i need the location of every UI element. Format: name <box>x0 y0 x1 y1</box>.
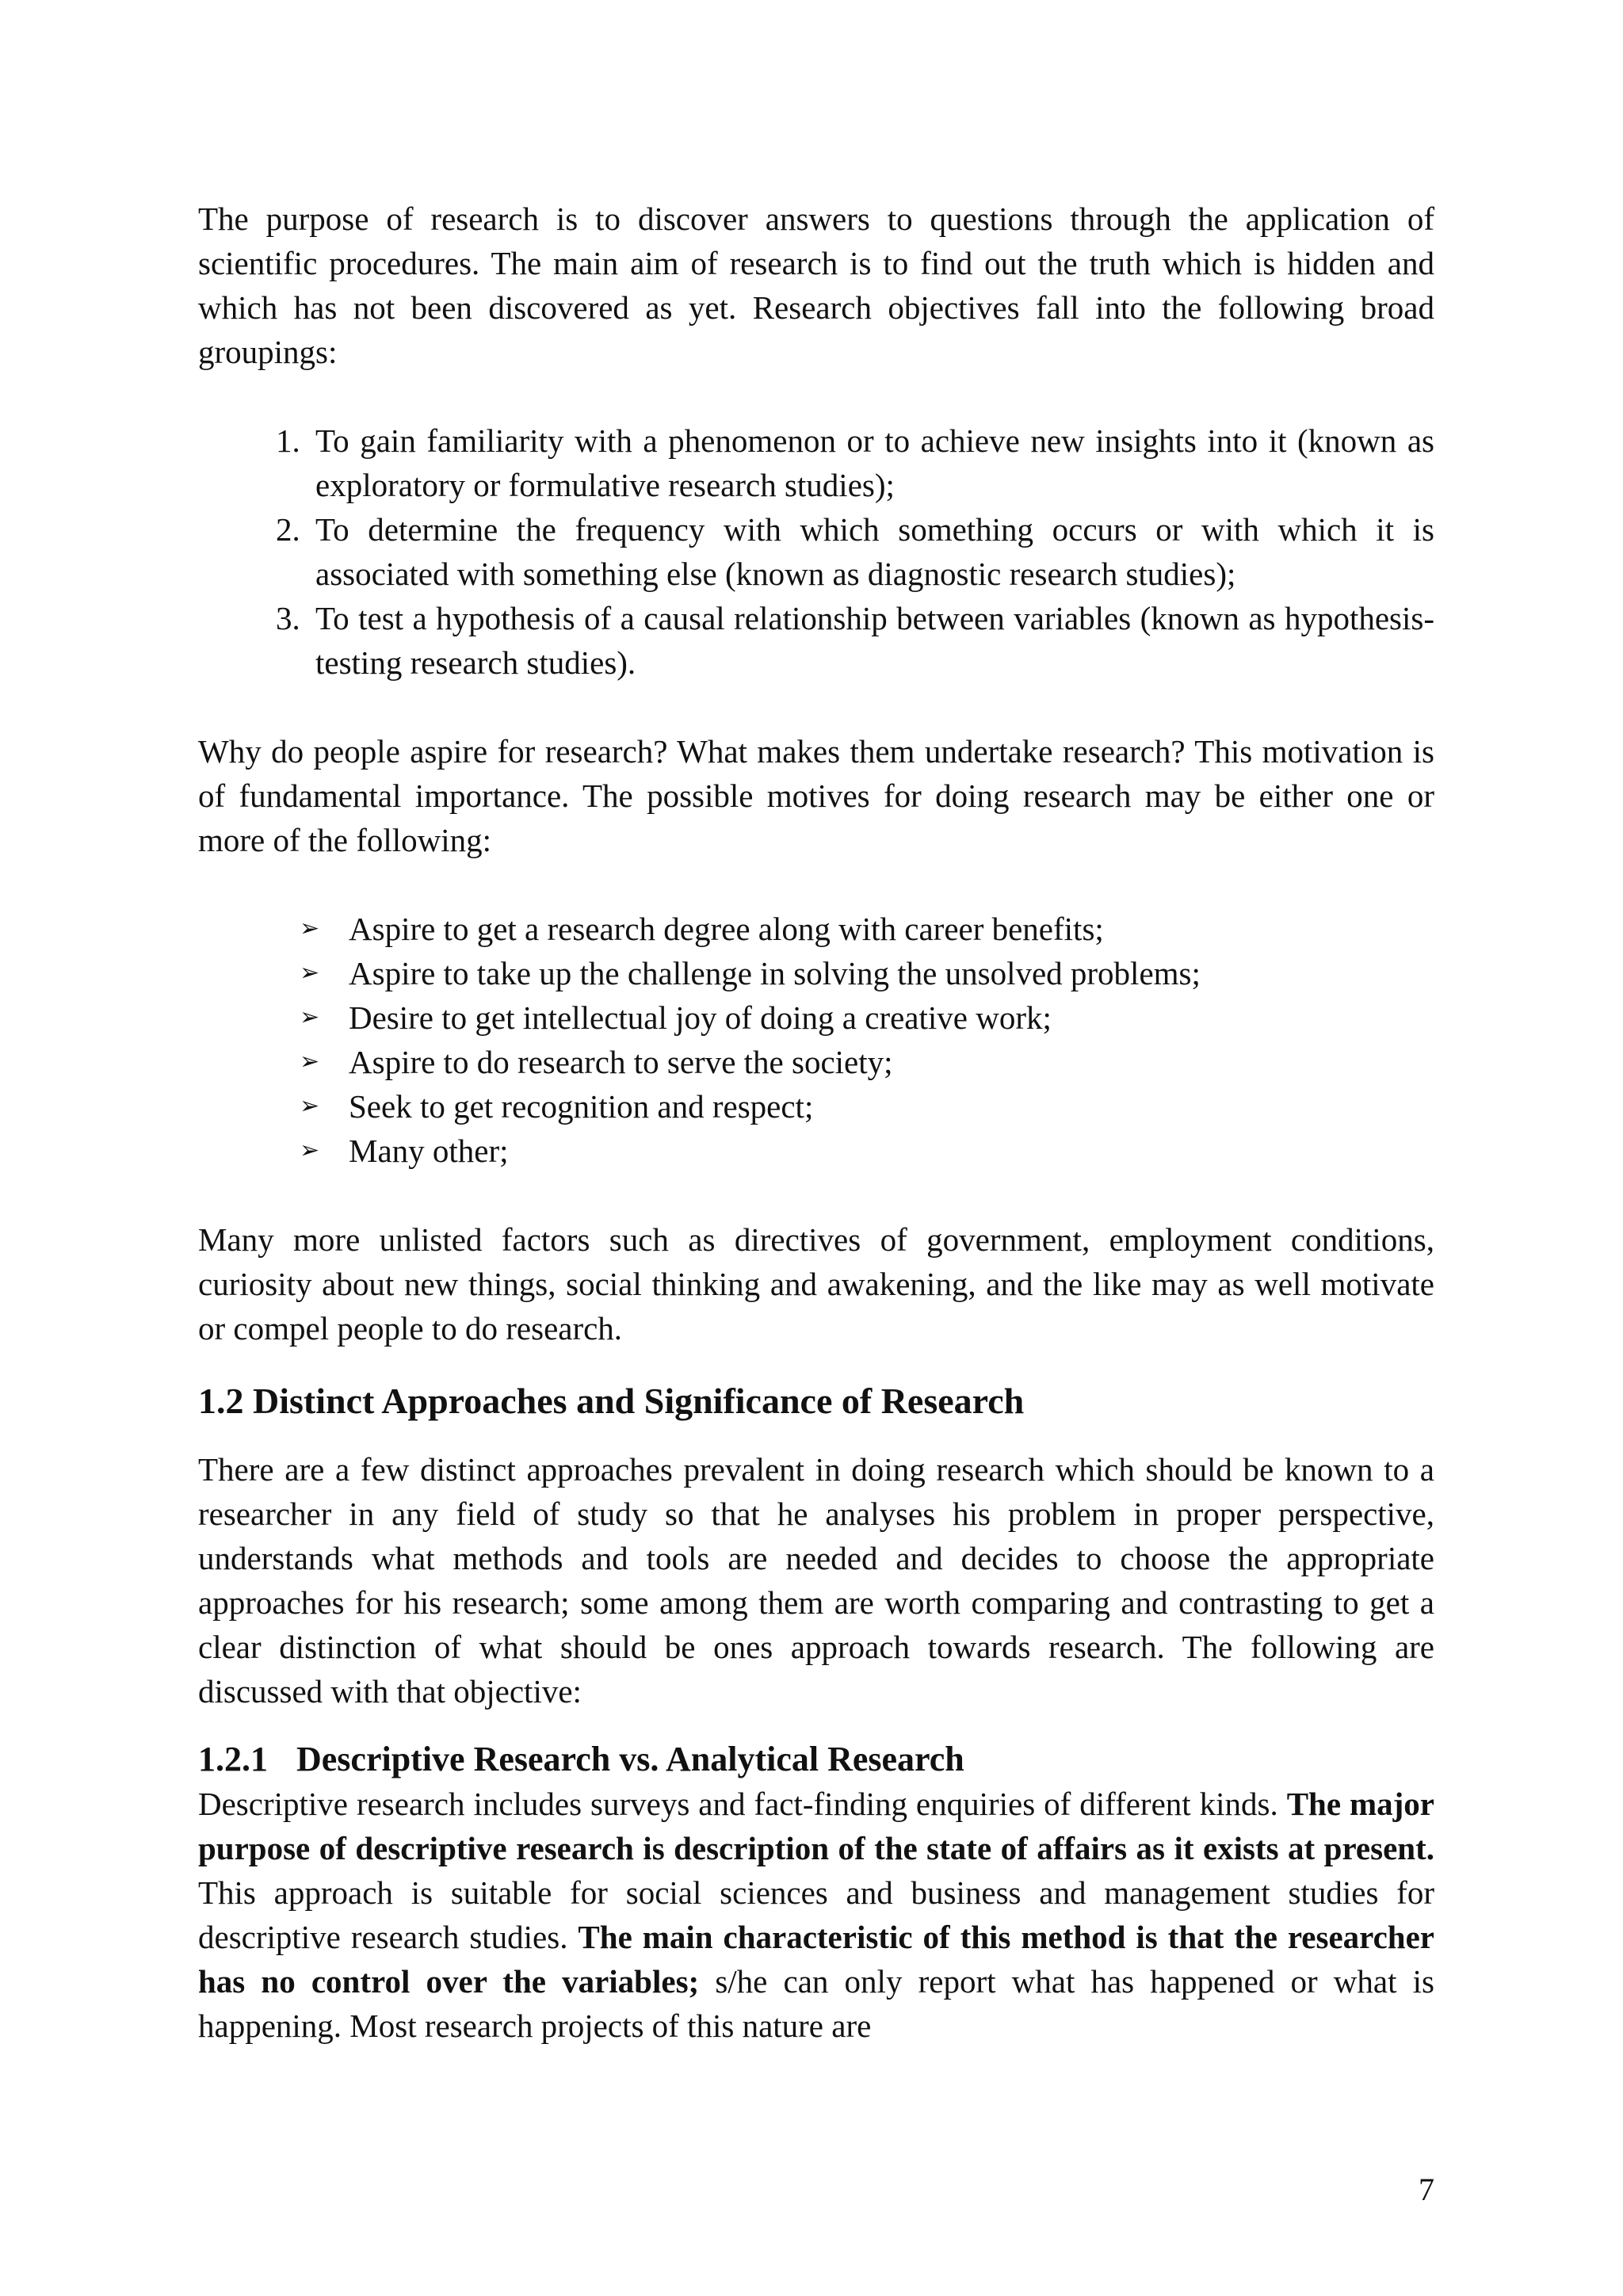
list-item <box>276 507 1434 596</box>
arrowhead-bullet-icon: ➢ <box>300 1092 320 1120</box>
list-item-text: Aspire to do research to serve the society; <box>349 1044 893 1080</box>
list-item-text: Seek to get recognition and respect; <box>349 1088 814 1125</box>
list-number: 2. <box>276 511 300 548</box>
list-item-text: To test a hypothesis of a causal relationship between variables (known as hypothesis-testing research studies). <box>315 600 1434 681</box>
list-item <box>300 995 1434 1040</box>
arrowhead-bullet-icon: ➢ <box>300 1003 320 1031</box>
list-number: 1. <box>276 422 300 459</box>
list-item <box>276 418 1434 507</box>
list-item-text: To gain familiarity with a phenomenon or to achieve new insights into it (known as exploratory or formulative research studies); <box>315 422 1434 503</box>
descriptive-paragraph <box>198 1782 1434 2048</box>
approaches-paragraph: There are a few distinct approaches prevalent in doing research which should be known to a researcher in any field of study so that he analyses his problem in proper perspective, understands what methods and tools are needed and decides to choose the appropriate approaches for his research; some among them are worth comparing and contrasting to get a clear distinction of what should be ones approach towards research. The following are discussed with that objective: <box>198 1451 1434 1710</box>
list-item-text: Many other; <box>349 1133 509 1169</box>
arrowhead-bullet-icon: ➢ <box>300 1048 320 1075</box>
motivation-paragraph: Why do people aspire for research? What makes them undertake research? This motivation is of fundamental importance. The possible motives for doing research may be either one or more of the following: <box>198 733 1434 858</box>
list-item <box>300 1084 1434 1129</box>
list-item <box>300 1129 1434 1173</box>
bold-statement: The main characteristic of this method is that the researcher has no control over the variables; <box>198 1919 1435 2000</box>
arrowhead-bullet-icon: ➢ <box>300 1137 320 1164</box>
list-item-text: Desire to get intellectual joy of doing a creative work; <box>349 999 1052 1036</box>
spacer <box>198 685 1434 729</box>
paragraph-text: s/he can only report what has happened or what is happening. Most research projects of this nature are <box>198 1963 1434 2044</box>
objectives-list <box>198 418 1434 685</box>
arrowhead-bullet-icon: ➢ <box>300 915 320 942</box>
spacer <box>198 1173 1434 1217</box>
paragraph-text: This approach is suitable for social sciences and business and management studies for descriptive research studies. <box>198 1874 1434 1955</box>
list-item <box>300 951 1434 995</box>
list-item <box>300 1040 1434 1084</box>
list-number: 3. <box>276 600 300 636</box>
subsection-title: Descriptive Research vs. Analytical Research <box>296 1740 964 1778</box>
list-item <box>276 596 1434 685</box>
bold-statement: The major purpose of descriptive research is description of the state of affairs as it exists at present. <box>198 1786 1434 1866</box>
list-item-text: Aspire to take up the challenge in solving the unsolved problems; <box>349 955 1201 991</box>
section-heading: 1.2 Distinct Approaches and Significance of Research <box>198 1381 1025 1421</box>
intro-paragraph: The purpose of research is to discover answers to questions through the application of scientific procedures. The main aim of research is to find out the truth which is hidden and which has not been discovered as yet. Research objectives fall into the following broad groupings: <box>198 201 1434 370</box>
subsection-heading <box>198 1737 1434 1782</box>
motives-list <box>198 907 1434 1173</box>
spacer <box>198 862 1434 907</box>
subsection-number: 1.2.1 <box>198 1740 268 1778</box>
paragraph-text: Descriptive research includes surveys and fact-finding enquiries of different kinds. <box>198 1786 1287 1822</box>
factors-paragraph: Many more unlisted factors such as directives of government, employment conditions, curiosity about new things, social thinking and awakening, and the like may as well motivate or compel people to do research. <box>198 1221 1434 1347</box>
list-item-text: Aspire to get a research degree along with career benefits; <box>349 911 1104 947</box>
spacer <box>198 374 1434 418</box>
list-item-text: To determine the frequency with which something occurs or with which it is associated with something else (known as diagnostic research studies); <box>315 511 1434 592</box>
arrowhead-bullet-icon: ➢ <box>300 959 320 987</box>
page-number: 7 <box>1419 2172 1434 2207</box>
page-content <box>198 197 1434 2048</box>
list-item <box>300 907 1434 951</box>
